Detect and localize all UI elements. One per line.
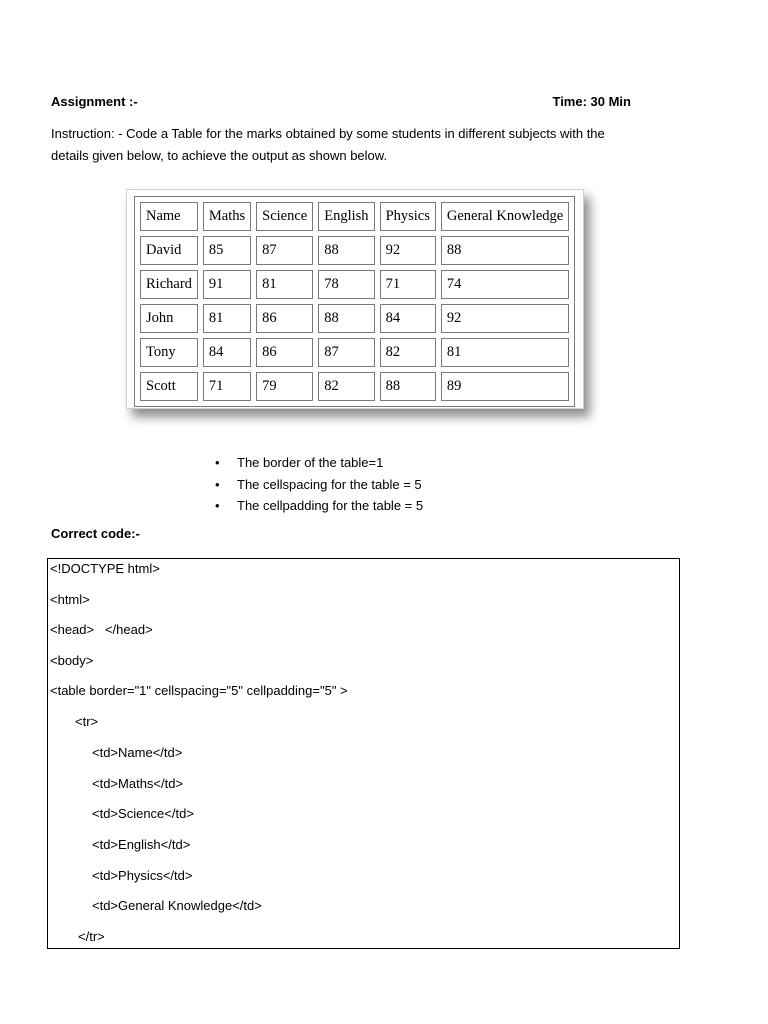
table-cell: 88 (318, 236, 374, 265)
time-label: Time: 30 Min (552, 94, 631, 109)
list-item (215, 452, 423, 474)
table-cell: 85 (203, 236, 251, 265)
table-cell: 88 (441, 236, 569, 265)
requirement-text: The cellpadding for the table = 5 (237, 498, 424, 513)
bullet-icon: • (215, 455, 220, 470)
example-table-output (126, 189, 584, 409)
table-cell: Scott (140, 372, 198, 401)
table-cell: 91 (203, 270, 251, 299)
table-cell: 87 (318, 338, 374, 367)
table-cell: 87 (256, 236, 313, 265)
assignment-header (51, 94, 631, 112)
code-line: <td>Physics</td> (92, 868, 193, 883)
table-cell: Tony (140, 338, 198, 367)
table-cell: English (318, 202, 374, 231)
code-line: <td>Maths</td> (92, 776, 184, 791)
table-row (140, 270, 569, 299)
list-item (215, 495, 423, 517)
code-line: <table border="1" cellspacing="5" cellpadding="5" > (50, 683, 348, 698)
table-cell: 86 (256, 304, 313, 333)
requirement-text: The border of the table=1 (237, 455, 384, 470)
table-row (140, 304, 569, 333)
table-cell: 78 (318, 270, 374, 299)
table-cell: 79 (256, 372, 313, 401)
table-row (140, 236, 569, 265)
code-line: <!DOCTYPE html> (50, 561, 160, 576)
code-line: <td>Name</td> (92, 745, 183, 760)
instruction-line: Instruction: - Code a Table for the marks obtained by some students in different subjects with the (51, 126, 605, 141)
table-cell: 71 (380, 270, 436, 299)
table-cell: 84 (203, 338, 251, 367)
marks-table (134, 196, 575, 407)
code-line: <head> </head> (50, 622, 153, 637)
code-line: <td>Science</td> (92, 806, 194, 821)
table-cell: 71 (203, 372, 251, 401)
code-line: <tr> (75, 714, 99, 729)
table-row (140, 338, 569, 367)
requirement-text: The cellspacing for the table = 5 (237, 476, 422, 492)
table-cell: 81 (441, 338, 569, 367)
table-cell: 81 (256, 270, 313, 299)
table-cell: Physics (380, 202, 436, 231)
correct-code-label: Correct code:- (51, 526, 140, 541)
code-line: <td>English</td> (92, 837, 191, 852)
code-box (47, 558, 680, 949)
table-cell: 74 (441, 270, 569, 299)
code-line: <html> (50, 592, 90, 607)
code-line: <td>General Knowledge</td> (92, 898, 262, 913)
table-cell: 89 (441, 372, 569, 401)
table-cell: 92 (441, 304, 569, 333)
table-cell: 86 (256, 338, 313, 367)
list-item (215, 474, 423, 496)
assignment-label: Assignment :- (51, 94, 138, 109)
table-cell: Maths (203, 202, 251, 231)
table-header-row (140, 202, 569, 231)
table-cell: 92 (380, 236, 436, 265)
requirements-list (215, 452, 423, 517)
table-cell: 88 (318, 304, 374, 333)
table-cell: 88 (380, 372, 436, 401)
table-cell: Richard (140, 270, 198, 299)
instruction-line: details given below, to achieve the output as shown below. (51, 148, 388, 163)
table-cell: David (140, 236, 198, 265)
table-cell: 82 (380, 338, 436, 367)
table-cell: Science (256, 202, 313, 231)
table-cell: John (140, 304, 198, 333)
code-line: <body> (50, 653, 94, 668)
instruction-text (51, 123, 671, 167)
bullet-icon: • (215, 498, 220, 513)
table-cell: 84 (380, 304, 436, 333)
table-cell: Name (140, 202, 198, 231)
table-cell: General Knowledge (441, 202, 569, 231)
table-cell: 82 (318, 372, 374, 401)
table-row (140, 372, 569, 401)
code-line: </tr> (78, 929, 105, 944)
table-cell: 81 (203, 304, 251, 333)
bullet-icon: • (215, 476, 220, 492)
